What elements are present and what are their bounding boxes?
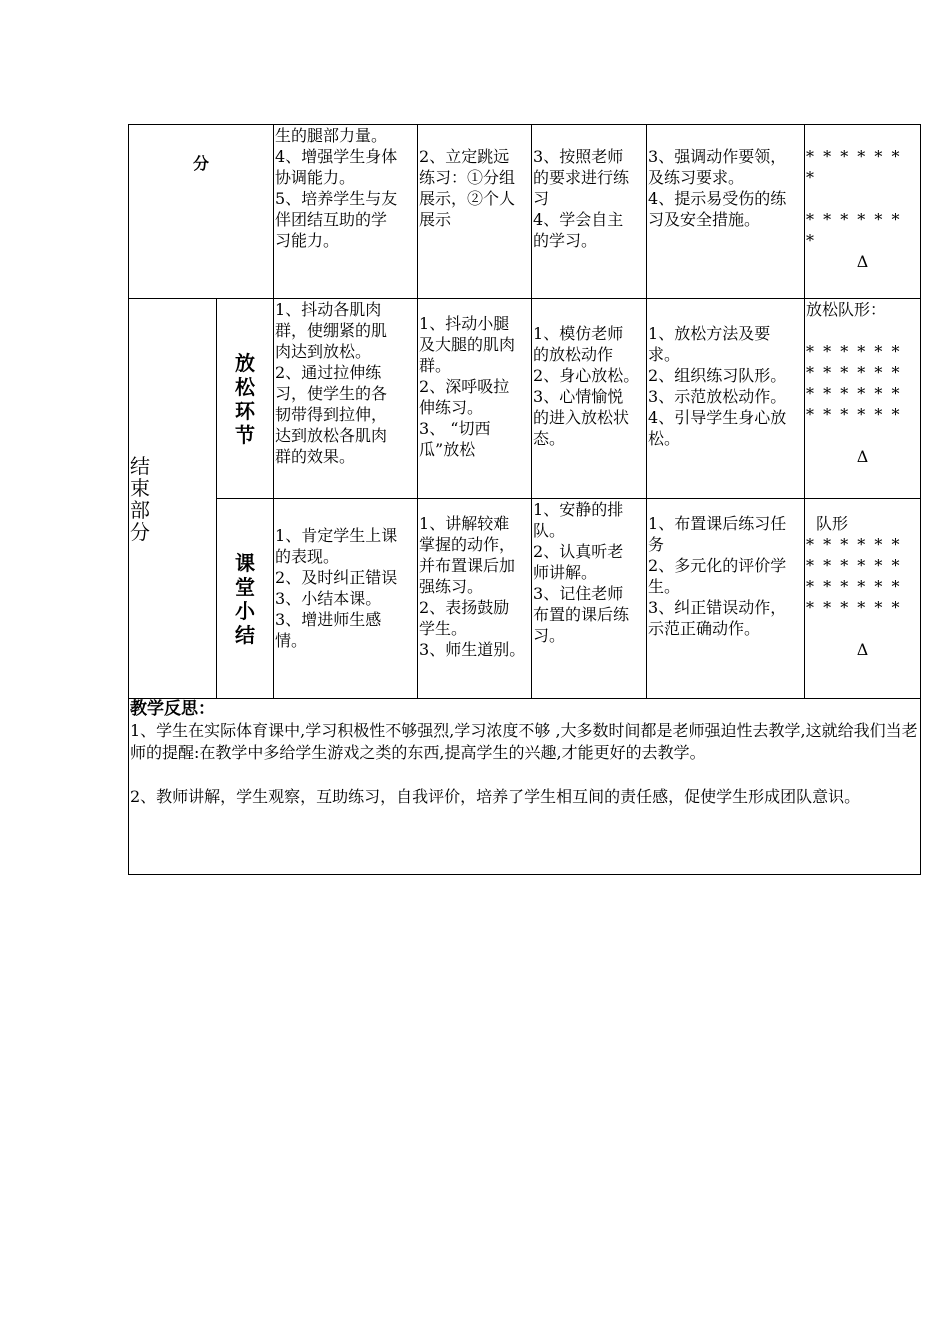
- table-row: [129, 699, 921, 875]
- text-line: 1、布置课后练习任: [648, 514, 787, 533]
- text-line: 4、增强学生身体: [275, 147, 398, 166]
- text-line: [533, 125, 645, 146]
- formation-cell: [805, 499, 921, 699]
- teacher-position-marker: Δ: [856, 447, 869, 466]
- goals-text: [275, 125, 416, 251]
- text-line: * * * * * *: [806, 363, 902, 382]
- relax-label-cell: [217, 299, 274, 499]
- text-line: 达到放松各肌肉: [275, 426, 388, 445]
- text-line: 2、认真听老: [533, 542, 624, 561]
- text-line: 习。: [533, 626, 566, 645]
- text-line: 3、师生道别。: [419, 640, 526, 659]
- text-line: 结: [130, 453, 150, 478]
- text-line: 伸练习。: [419, 398, 484, 417]
- text-line: * * * * * *: [806, 556, 902, 575]
- text-line: 示范正确动作。: [648, 619, 761, 638]
- text-line: 练习：①分组: [419, 168, 516, 187]
- text-line: 1、讲解较难: [419, 514, 510, 533]
- text-line: 伴团结互助的学: [275, 210, 388, 229]
- text-line: 节: [235, 422, 255, 447]
- text-line: 3、纠正错误动作，: [648, 598, 787, 617]
- formation-stars: [806, 125, 919, 251]
- text-line: 展示: [419, 210, 452, 229]
- text-line: 及练习要求。: [648, 168, 745, 187]
- text-line: 肉达到放松。: [275, 342, 372, 361]
- text-line: * * * * * *: [806, 210, 902, 229]
- text-line: 的表现。: [275, 547, 340, 566]
- teacher-cell: [647, 299, 805, 499]
- text-line: 松: [235, 374, 255, 399]
- content-cell: [418, 299, 532, 499]
- text-line: 3、记住老师: [533, 584, 624, 603]
- teacher-position-marker: Δ: [856, 252, 869, 271]
- text-line: 群的效果。: [275, 447, 356, 466]
- goals-text: [275, 525, 416, 651]
- reflection-cell: [129, 699, 921, 875]
- content-text: [419, 513, 530, 660]
- text-line: 2、组织练习队形。: [648, 366, 787, 385]
- paragraph-gap: [130, 764, 919, 786]
- text-line: 2、立定跳远: [419, 147, 510, 166]
- text-line: 5、培养学生与友: [275, 189, 398, 208]
- text-line: 小: [235, 598, 255, 623]
- text-line: [419, 125, 530, 146]
- text-line: 的要求进行练: [533, 168, 630, 187]
- text-line: 协调能力。: [275, 168, 356, 187]
- lesson-plan-table: [128, 124, 921, 875]
- text-line: * * * * * *: [806, 147, 902, 166]
- goals-cell: [274, 499, 418, 699]
- reflection-paragraph-1: 1、学生在实际体育课中,学习积极性不够强烈,学习浓度不够 ,大多数时间都是老师强迫性去教学,这就给我们当老师的提醒:在教学中多给学生游戏之类的东西,提高学生的兴趣,才能更好的去教学。: [130, 721, 918, 762]
- summary-label-cell: [217, 499, 274, 699]
- text-line: 求。: [648, 345, 681, 364]
- table-row: [129, 125, 921, 299]
- teacher-cell: [647, 499, 805, 699]
- teacher-position-marker: Δ: [856, 640, 869, 659]
- teacher-activity-text: [648, 513, 803, 639]
- formation-title: 队形: [816, 514, 849, 533]
- goals-text: [275, 299, 416, 467]
- reflection-paragraph-2: 2、教师讲解，学生观察，互助练习，自我评价，培养了学生相互间的责任感，促使学生形成团队意识。: [130, 787, 861, 806]
- text-line: 1、安静的排: [533, 500, 624, 519]
- text-line: 2、表扬鼓励: [419, 598, 510, 617]
- text-line: 1、模仿老师: [533, 324, 624, 343]
- text-line: 生的腿部力量。: [275, 126, 388, 145]
- text-line: * * * * * *: [806, 535, 902, 554]
- text-line: 强练习。: [419, 577, 484, 596]
- text-line: 3、心情愉悦: [533, 387, 624, 406]
- end-section-label-cell: [129, 299, 217, 699]
- text-line: 的学习。: [533, 231, 598, 250]
- text-line: 布置的课后练: [533, 605, 630, 624]
- reflection-title: 教学反思：: [130, 699, 215, 719]
- text-line: 2、身心放松。: [533, 366, 640, 385]
- goals-cell: [274, 125, 418, 299]
- text-line: 堂: [235, 574, 255, 599]
- content-cell: [418, 499, 532, 699]
- text-line: 群。: [419, 356, 452, 375]
- student-activity-text: [533, 125, 645, 251]
- text-line: 态。: [533, 429, 566, 448]
- text-line: 学生。: [419, 619, 468, 638]
- student-cell: [532, 125, 647, 299]
- text-line: 4、引导学生身心放: [648, 408, 787, 427]
- text-line: 放: [235, 350, 255, 375]
- table-row: [129, 299, 921, 499]
- section-header: 分: [193, 154, 210, 173]
- text-line: [648, 125, 803, 146]
- text-line: 4、提示易受伤的练: [648, 189, 787, 208]
- student-activity-text: [533, 499, 645, 646]
- text-line: 师讲解。: [533, 563, 598, 582]
- text-line: 展示，②个人: [419, 189, 516, 208]
- text-line: 束: [130, 475, 150, 500]
- student-activity-text: [533, 323, 645, 449]
- content-cell: [418, 125, 532, 299]
- text-line: 的进入放松状: [533, 408, 630, 427]
- text-line: * * * * * *: [806, 577, 902, 596]
- student-cell: [532, 299, 647, 499]
- text-line: * * * * * *: [806, 342, 902, 361]
- text-line: 生。: [648, 577, 681, 596]
- section-header-cell: [129, 125, 274, 299]
- text-line: 韧带得到拉伸，: [275, 405, 388, 424]
- text-line: 3、小结本课。: [275, 589, 382, 608]
- end-section-label: [130, 455, 215, 543]
- goals-cell: [274, 299, 418, 499]
- teacher-activity-text: [648, 323, 803, 449]
- text-line: 环: [235, 398, 255, 423]
- text-line: 群，使绷紧的肌: [275, 321, 388, 340]
- teacher-cell: [647, 125, 805, 299]
- text-line: 队。: [533, 521, 566, 540]
- formation-cell: [805, 125, 921, 299]
- text-line: 1、肯定学生上课: [275, 526, 398, 545]
- text-line: 松。: [648, 429, 681, 448]
- text-line: 并布置课后加: [419, 556, 516, 575]
- text-line: 习: [533, 189, 550, 208]
- text-line: * * * * * *: [806, 384, 902, 403]
- text-line: 习，使学生的各: [275, 384, 388, 403]
- text-line: *: [806, 231, 817, 250]
- text-line: 3、示范放松动作。: [648, 387, 787, 406]
- text-line: 3、强调动作要领，: [648, 147, 787, 166]
- text-line: 习能力。: [275, 231, 340, 250]
- text-line: 1、抖动各肌肉: [275, 300, 382, 319]
- text-line: 1、放松方法及要: [648, 324, 771, 343]
- content-text: [419, 313, 530, 460]
- text-line: 2、通过拉伸练: [275, 363, 382, 382]
- text-line: 习及安全措施。: [648, 210, 761, 229]
- text-line: *: [806, 168, 817, 187]
- text-line: * * * * * *: [806, 598, 902, 617]
- text-line: 2、深呼吸拉: [419, 377, 510, 396]
- text-line: [806, 188, 919, 209]
- formation-cell: [805, 299, 921, 499]
- text-line: 3、 “切西: [419, 419, 491, 438]
- formation-stars: [806, 320, 919, 425]
- text-line: 分: [130, 519, 150, 544]
- text-line: 掌握的动作，: [419, 535, 516, 554]
- text-line: 2、及时纠正错误: [275, 568, 398, 587]
- text-line: 结: [235, 622, 255, 647]
- teacher-activity-text: [648, 125, 803, 230]
- text-line: 1、抖动小腿: [419, 314, 510, 333]
- formation-title: 放松队形：: [806, 300, 887, 319]
- text-line: 4、学会自主: [533, 210, 624, 229]
- text-line: * * * * * *: [806, 405, 902, 424]
- text-line: 2、多元化的评价学: [648, 556, 787, 575]
- student-cell: [532, 499, 647, 699]
- text-line: 瓜”放松: [419, 440, 476, 459]
- summary-label: [218, 551, 272, 647]
- table-row: [129, 499, 921, 699]
- content-text: [419, 125, 530, 230]
- text-line: 情。: [275, 631, 308, 650]
- text-line: 部: [130, 497, 150, 522]
- text-line: 务: [648, 535, 665, 554]
- relax-label: [218, 351, 272, 447]
- text-line: 课: [235, 550, 255, 575]
- text-line: 3、按照老师: [533, 147, 624, 166]
- text-line: 及大腿的肌肉: [419, 335, 516, 354]
- formation-stars: [806, 534, 919, 618]
- text-line: 的放松动作: [533, 345, 614, 364]
- text-line: 3、增进师生感: [275, 610, 382, 629]
